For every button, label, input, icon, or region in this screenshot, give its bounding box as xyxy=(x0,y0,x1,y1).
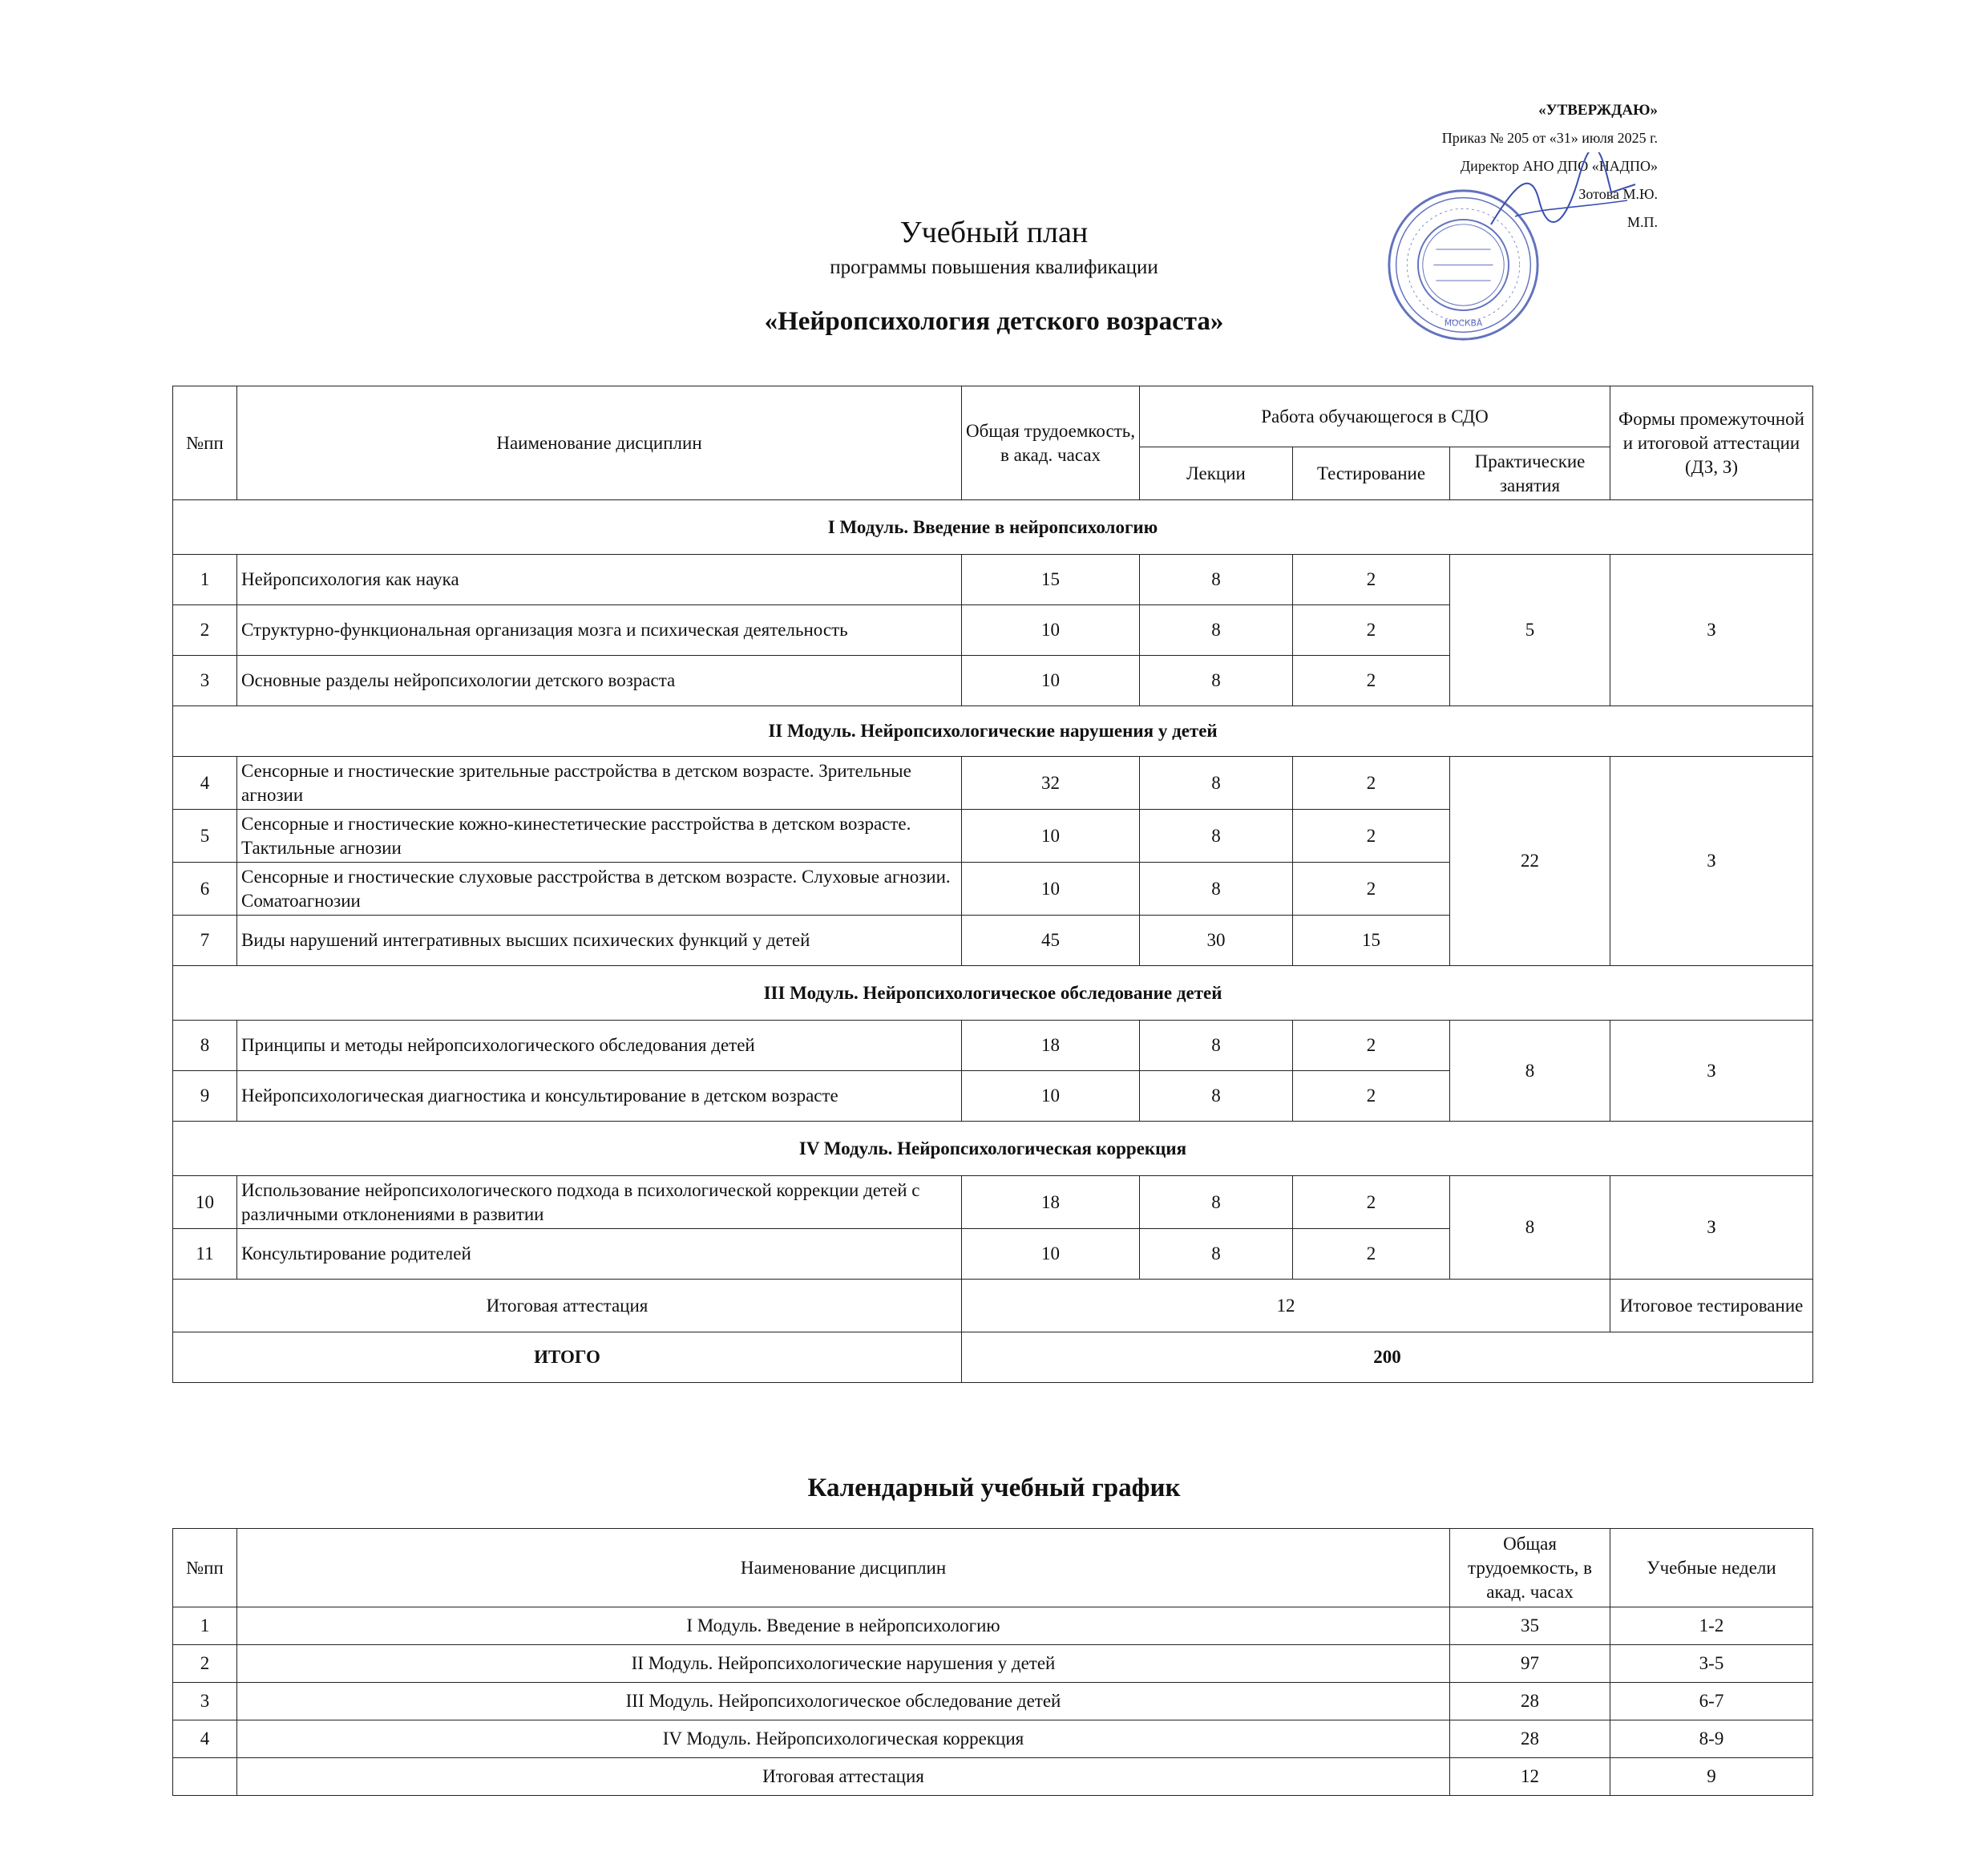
row-lectures: 8 xyxy=(1140,605,1293,656)
row-hours: 15 xyxy=(962,555,1140,605)
cal-num: 2 xyxy=(173,1645,237,1683)
module-title: II Модуль. Нейропсихологические нарушения у детей xyxy=(173,706,1813,757)
row-name: Структурно-функциональная организация мозга и психическая деятельность xyxy=(237,605,962,656)
row-num: 4 xyxy=(173,757,237,810)
col-header-forms: Формы промежуточной и итоговой аттестации (ДЗ, З) xyxy=(1610,386,1813,500)
cal-weeks: 9 xyxy=(1610,1758,1813,1796)
total-row xyxy=(173,1332,1813,1383)
row-hours: 32 xyxy=(962,757,1140,810)
col-header-hours: Общая трудоемкость, в акад. часах xyxy=(962,386,1140,500)
cal-header-num: №пп xyxy=(173,1529,237,1607)
module-practice: 22 xyxy=(1450,757,1610,966)
row-name: Основные разделы нейропсихологии детского возраста xyxy=(237,656,962,706)
cal-num xyxy=(173,1758,237,1796)
row-lectures: 8 xyxy=(1140,1071,1293,1122)
row-name: Сенсорные и гностические слуховые расстройства в детском возрасте. Слуховые агнозии. Соматоагнозии xyxy=(237,863,962,916)
row-tests: 2 xyxy=(1293,1021,1450,1071)
cal-num: 1 xyxy=(173,1607,237,1645)
row-num: 8 xyxy=(173,1021,237,1071)
row-name: Принципы и методы нейропсихологического обследования детей xyxy=(237,1021,962,1071)
row-lectures: 8 xyxy=(1140,1176,1293,1229)
approval-mp: М.П. xyxy=(1626,214,1658,230)
module-form: З xyxy=(1610,1021,1813,1122)
page-title: Учебный план xyxy=(899,216,1089,249)
col-header-lectures: Лекции xyxy=(1140,447,1293,500)
row-hours: 45 xyxy=(962,916,1140,966)
row-hours: 18 xyxy=(962,1021,1140,1071)
row-num: 5 xyxy=(173,810,237,863)
row-num: 7 xyxy=(173,916,237,966)
row-num: 3 xyxy=(173,656,237,706)
total-hours: 200 xyxy=(962,1332,1813,1383)
row-lectures: 8 xyxy=(1140,757,1293,810)
row-hours: 10 xyxy=(962,656,1140,706)
module-practice: 8 xyxy=(1450,1021,1610,1122)
row-tests: 2 xyxy=(1293,1176,1450,1229)
cal-hours: 35 xyxy=(1450,1607,1610,1645)
module-practice: 5 xyxy=(1450,555,1610,706)
row-num: 2 xyxy=(173,605,237,656)
row-tests: 2 xyxy=(1293,656,1450,706)
module-form: З xyxy=(1610,1176,1813,1280)
cal-num: 4 xyxy=(173,1720,237,1758)
cal-weeks: 6-7 xyxy=(1610,1683,1813,1720)
row-lectures: 30 xyxy=(1140,916,1293,966)
calendar-table xyxy=(172,1528,1813,1796)
row-name: Нейропсихология как наука xyxy=(237,555,962,605)
cal-name: Итоговая аттестация xyxy=(237,1758,1450,1796)
row-name: Нейропсихологическая диагностика и консультирование в детском возрасте xyxy=(237,1071,962,1122)
table-row xyxy=(173,1021,1813,1071)
row-lectures: 8 xyxy=(1140,863,1293,916)
module-title: III Модуль. Нейропсихологическое обследование детей xyxy=(173,966,1813,1021)
row-num: 6 xyxy=(173,863,237,916)
row-num: 9 xyxy=(173,1071,237,1122)
approval-position: Директор АНО ДПО «НАДПО» xyxy=(1460,158,1658,174)
approval-name: Зотова М.Ю. xyxy=(1578,186,1658,202)
module-form: З xyxy=(1610,555,1813,706)
row-hours: 18 xyxy=(962,1176,1140,1229)
cal-header-name: Наименование дисциплин xyxy=(237,1529,1450,1607)
row-tests: 2 xyxy=(1293,863,1450,916)
study-plan-table xyxy=(172,386,1813,1383)
cal-header-hours: Общая трудоемкость, в акад. часах xyxy=(1450,1529,1610,1607)
cal-name: II Модуль. Нейропсихологические нарушения у детей xyxy=(237,1645,1450,1683)
row-lectures: 8 xyxy=(1140,810,1293,863)
row-tests: 2 xyxy=(1293,1071,1450,1122)
row-lectures: 8 xyxy=(1140,555,1293,605)
row-name: Сенсорные и гностические зрительные расстройства в детском возрасте. Зрительные агнозии xyxy=(237,757,962,810)
row-name: Сенсорные и гностические кожно-кинестетические расстройства в детском возрасте. Тактильные агнозии xyxy=(237,810,962,863)
row-tests: 2 xyxy=(1293,757,1450,810)
col-header-work: Работа обучающегося в СДО xyxy=(1140,386,1610,447)
final-hours: 12 xyxy=(962,1280,1610,1332)
col-header-practice: Практические занятия xyxy=(1450,447,1610,500)
cal-hours: 28 xyxy=(1450,1720,1610,1758)
module-form: З xyxy=(1610,757,1813,966)
table-row xyxy=(173,757,1813,810)
cal-name: III Модуль. Нейропсихологическое обследование детей xyxy=(237,1683,1450,1720)
row-hours: 10 xyxy=(962,1229,1140,1280)
final-form: Итоговое тестирование xyxy=(1610,1280,1813,1332)
row-tests: 2 xyxy=(1293,1229,1450,1280)
row-hours: 10 xyxy=(962,1071,1140,1122)
row-num: 1 xyxy=(173,555,237,605)
approval-title: «УТВЕРЖДАЮ» xyxy=(1538,102,1658,119)
row-num: 10 xyxy=(173,1176,237,1229)
row-tests: 2 xyxy=(1293,555,1450,605)
module-practice: 8 xyxy=(1450,1176,1610,1280)
row-lectures: 8 xyxy=(1140,656,1293,706)
row-lectures: 8 xyxy=(1140,1021,1293,1071)
total-label: ИТОГО xyxy=(173,1332,962,1383)
row-tests: 2 xyxy=(1293,810,1450,863)
cal-header-weeks: Учебные недели xyxy=(1610,1529,1813,1607)
table-row xyxy=(173,555,1813,605)
calendar-title: Календарный учебный график xyxy=(807,1474,1181,1502)
cal-hours: 28 xyxy=(1450,1683,1610,1720)
col-header-tests: Тестирование xyxy=(1293,447,1450,500)
row-num: 11 xyxy=(173,1229,237,1280)
cal-weeks: 3-5 xyxy=(1610,1645,1813,1683)
module-title: IV Модуль. Нейропсихологическая коррекция xyxy=(173,1122,1813,1176)
row-hours: 10 xyxy=(962,863,1140,916)
row-name: Использование нейропсихологического подхода в психологической коррекции детей с различными отклонениями в развитии xyxy=(237,1176,962,1229)
table-row xyxy=(173,1720,1813,1758)
table-row xyxy=(173,1176,1813,1229)
table-row xyxy=(173,1758,1813,1796)
final-row xyxy=(173,1280,1813,1332)
final-label: Итоговая аттестация xyxy=(173,1280,962,1332)
approval-order: Приказ № 205 от «31» июля 2025 г. xyxy=(1441,130,1658,146)
table-row xyxy=(173,1683,1813,1720)
col-header-num: №пп xyxy=(173,386,237,500)
row-lectures: 8 xyxy=(1140,1229,1293,1280)
row-hours: 10 xyxy=(962,605,1140,656)
cal-hours: 12 xyxy=(1450,1758,1610,1796)
col-header-name: Наименование дисциплин xyxy=(237,386,962,500)
row-hours: 10 xyxy=(962,810,1140,863)
cal-name: IV Модуль. Нейропсихологическая коррекция xyxy=(237,1720,1450,1758)
cal-hours: 97 xyxy=(1450,1645,1610,1683)
program-title: «Нейропсихология детского возраста» xyxy=(764,307,1224,336)
module-title: I Модуль. Введение в нейропсихологию xyxy=(173,500,1813,555)
cal-name: I Модуль. Введение в нейропсихологию xyxy=(237,1607,1450,1645)
cal-weeks: 1-2 xyxy=(1610,1607,1813,1645)
stamp-city: МОСКВА xyxy=(1444,317,1483,329)
row-tests: 2 xyxy=(1293,605,1450,656)
row-name: Консультирование родителей xyxy=(237,1229,962,1280)
row-name: Виды нарушений интегративных высших психических функций у детей xyxy=(237,916,962,966)
page-subtitle: программы повышения квалификации xyxy=(830,257,1158,278)
table-row xyxy=(173,1645,1813,1683)
cal-num: 3 xyxy=(173,1683,237,1720)
cal-weeks: 8-9 xyxy=(1610,1720,1813,1758)
row-tests: 15 xyxy=(1293,916,1450,966)
table-row xyxy=(173,1607,1813,1645)
